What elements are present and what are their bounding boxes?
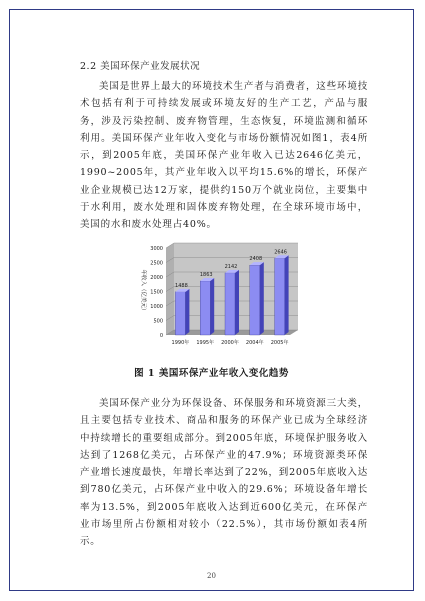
bar-value-label: 2142 [224,263,238,270]
paragraph-1 [80,78,368,234]
bar-front [225,273,235,335]
paragraph-2-text: 美国环保产业分为环保设备、环保服务和环境资源三大类，且主要包括专业技术、商品和服务的环保产业已成为全球经济中持续增长的重要组成部分。到2005年底，环境保护服务收入达到了1268亿美元，占环保产业的47.9%；环境资源类环保产业增长速度最快，年增长率达到了22%，到2005年底收入达到780亿美元，占环保产业中收入的29.6%；环境设备年增长率为13.5%，到2005年底收入达到近600亿美元，在环保产业市场里所占份额相对较小（22.5%），其市场份额如表4所示。 [80,398,368,548]
revenue-chart [128,238,303,353]
y-tick-label: 3000 [150,245,163,252]
bar-value-label: 2646 [274,249,287,256]
bar-value-label: 1863 [199,271,213,278]
bar-side [210,278,214,335]
x-tick-label: 2004年 [245,340,264,346]
bar-value-label: 1488 [175,282,188,289]
x-tick-label: 1990年 [171,340,190,346]
x-tick-label: 1995年 [196,340,215,346]
y-axis-label: 年收入（亿美元） [140,269,146,314]
y-tick-label: 500 [153,318,163,325]
y-tick-label: 0 [159,332,163,339]
bar-front [200,281,210,335]
bar-front [175,292,185,335]
page-number: 20 [207,572,216,580]
figure-caption: 图 1 美国环保产业年收入变化趋势 [134,368,289,379]
x-tick-label: 2005年 [270,340,289,346]
y-tick-label: 2000 [150,274,163,281]
bar-side [260,262,264,335]
y-tick-label: 1500 [150,289,163,296]
bar-front [275,258,285,335]
y-tick-label: 1000 [150,303,163,310]
revenue-bar-chart [128,238,303,353]
bar-side [285,255,289,335]
paragraph-1-text: 美国是世界上最大的环境技术生产者与消费者，这些环境技术包括有利于可持续发展或环境友好的生产工艺，产品与服务，涉及污染控制、废弃物管理，生态恢复，环境监测和循环利用。美国环保产业年收入变化与市场份额情况如图1，表4所示，到2005年底，美国环保产业年收入已达2646亿美元，1990~2005年，其产业年收入以平均15.6%的增长，环保产业企业规模已达12万家，提供约150万个就业岗位，主要集中于水利用，废水处理和固体废弃物处理，在全球环境市场中，美国的水和废水处理占40%。 [80,81,368,231]
bar-side [185,289,189,335]
y-tick-label: 2500 [150,260,163,267]
bar-side [235,270,239,335]
x-tick-label: 2000年 [221,340,239,346]
paragraph-2 [80,395,368,551]
bar-value-label: 2408 [249,256,263,263]
bar-front [250,265,260,335]
document-page [9,9,414,591]
section-title: 2.2 美国环保产业发展状况 [80,61,201,72]
